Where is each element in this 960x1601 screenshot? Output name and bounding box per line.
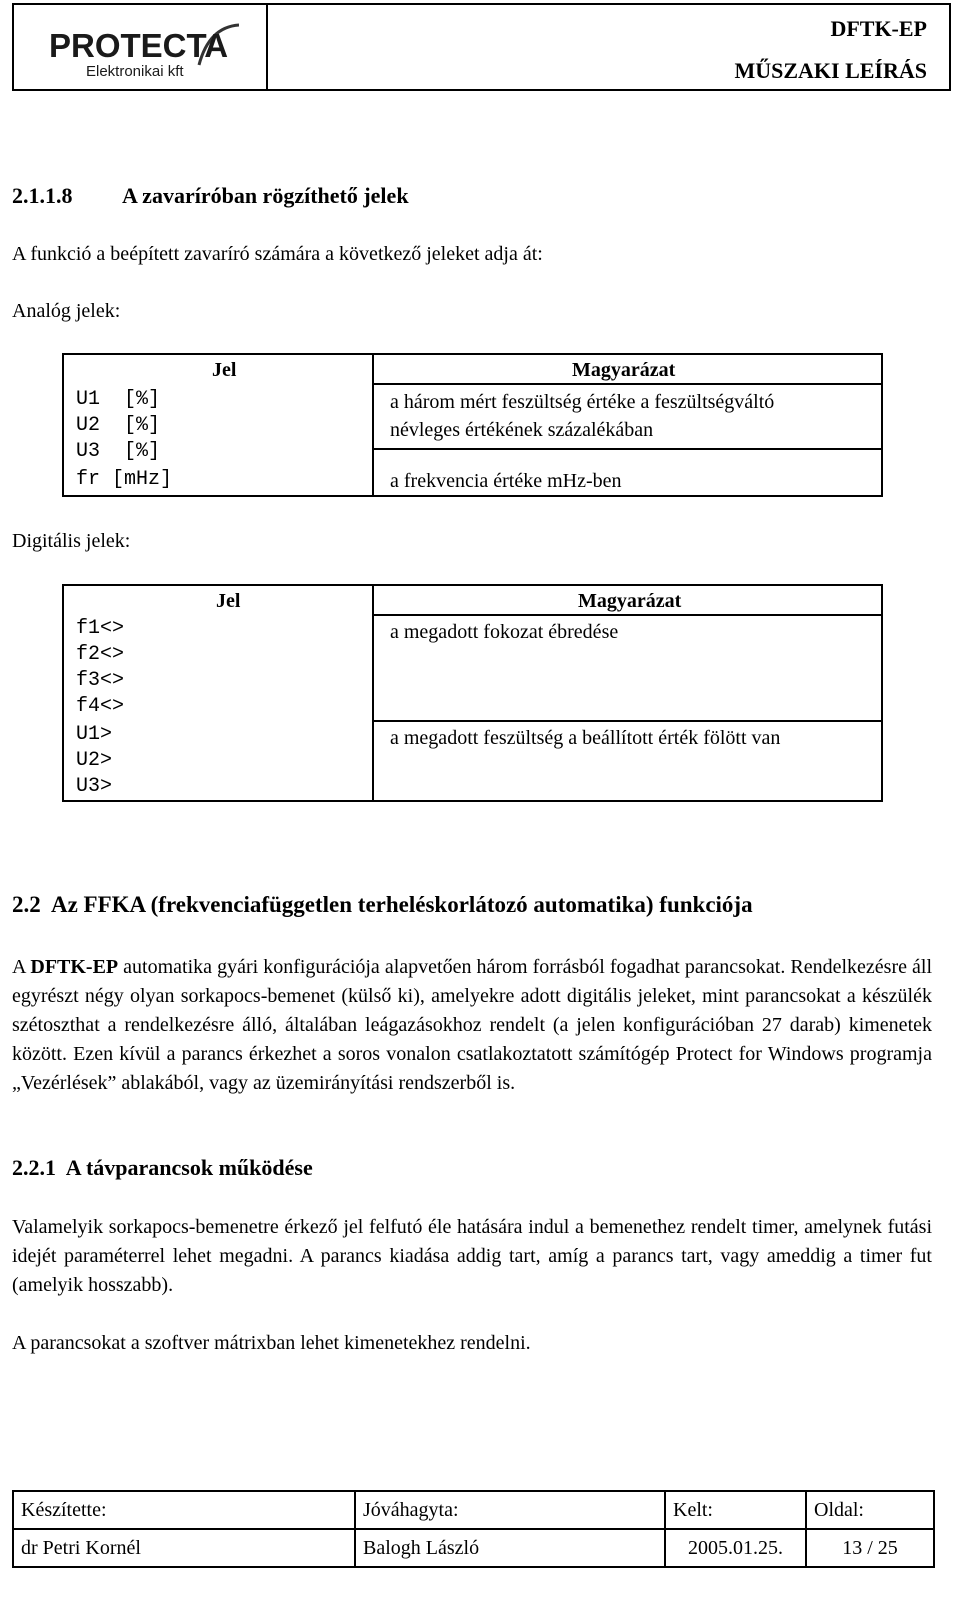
digital-signal-f3: f3<> <box>76 669 125 692</box>
digital-col-explain: Magyarázat <box>578 590 682 612</box>
para-body: automatika gyári konfigurációja alapvetően három forrásból fogadhat parancsokat. Rendelkezésre áll egyrészt négy olyan sorkapocs-bemenet (külső ki), amelyekre adott digitális jeleket, mint parancsokat a készülék szétoszthat a rendelkezésre álló, általában leágazásokhoz rendelt (a jelen konfigurációban 27 darab) kimenetek között. Ezen kívül a parancs érkezhet a soros vonalon csatlakoztatott számítógép Protect for Windows programja „Vezérlések” ablakából, vagy az üzemirányítási rendszerből is. <box>12 956 932 1094</box>
analog-signal-u3: U3 [%] <box>76 440 161 463</box>
analog-col-explain: Magyarázat <box>572 359 676 381</box>
analog-explain-voltage-line1: a három mért feszültség értéke a feszültségváltó <box>390 391 775 413</box>
footer-date-label: Kelt: <box>665 1491 806 1529</box>
section-22-heading: 2.2 Az FFKA (frekvenciafüggetlen terheléskorlátozó automatika) funkciója <box>12 892 753 917</box>
analog-signal-fr: fr [mHz] <box>76 468 173 491</box>
footer-prepared-label: Készítette: <box>13 1491 355 1529</box>
section-221-heading: 2.2.1 A távparancsok működése <box>12 1155 313 1180</box>
digital-row-divider <box>374 720 883 722</box>
doc-code: DFTK-EP <box>830 16 927 41</box>
product-name: DFTK-EP <box>30 956 119 978</box>
analog-signal-u1: U1 [%] <box>76 388 161 411</box>
footer-date: 2005.01.25. <box>665 1529 806 1567</box>
digital-signals-table <box>62 584 883 802</box>
footer-prepared-by: dr Petri Kornél <box>13 1529 355 1567</box>
footer-page-label: Oldal: <box>806 1491 934 1529</box>
analog-signal-u2: U2 [%] <box>76 414 161 437</box>
digital-col-signal: Jel <box>216 590 241 612</box>
analog-explain-frequency: a frekvencia értéke mHz-ben <box>390 470 622 492</box>
digital-signal-u2: U2> <box>76 749 113 772</box>
digital-label: Digitális jelek: <box>12 530 131 552</box>
digital-explain-stage: a megadott fokozat ébredése <box>390 621 619 643</box>
section-221-paragraph-1: Valamelyik sorkapocs-bemenetre érkező jel felfutó éle hatására indul a bemenethez rendelt timer, amelynek futási idejét paraméterrel lehet megadni. A parancs kiadása addig tart, amíg a parancs tart, vagy ameddig a timer fut (amelyik hosszabb). <box>12 1216 932 1296</box>
document-header <box>268 3 951 91</box>
analog-label: Analóg jelek: <box>12 300 121 322</box>
digital-signal-u3: U3> <box>76 775 113 798</box>
footer-approved-by: Balogh László <box>355 1529 665 1567</box>
analog-row-divider <box>374 448 883 450</box>
logo-sub-text: Elektronikai kft <box>86 63 184 80</box>
section-22-paragraph <box>12 953 932 1098</box>
digital-signal-f4: f4<> <box>76 695 125 718</box>
doc-type: MŰSZAKI LEÍRÁS <box>734 58 927 83</box>
digital-signal-f1: f1<> <box>76 617 125 640</box>
footer-approved-label: Jóváhagyta: <box>355 1491 665 1529</box>
section-2118-intro: A funkció a beépített zavaríró számára a következő jeleket adja át: <box>12 243 543 265</box>
logo-main-text: PROTECTA <box>49 27 229 64</box>
digital-signal-f2: f2<> <box>76 643 125 666</box>
digital-explain-voltage: a megadott feszültség a beállított érték fölött van <box>390 727 781 749</box>
analog-signals-table <box>62 353 883 497</box>
footer-table <box>12 1490 935 1568</box>
section-2118-title: A zavaríróban rögzíthető jelek <box>122 183 409 208</box>
footer-page-number: 13 / 25 <box>806 1529 934 1567</box>
digital-signal-u1: U1> <box>76 723 113 746</box>
analog-explain-voltage-line2: névleges értékének százalékában <box>390 419 654 441</box>
section-221-paragraph-2: A parancsokat a szoftver mátrixban lehet kimenetekhez rendelni. <box>12 1332 531 1354</box>
digital-explain-column <box>374 584 883 802</box>
analog-col-signal: Jel <box>212 359 237 381</box>
section-2118-number: 2.1.1.8 <box>12 183 73 208</box>
company-logo <box>12 3 268 91</box>
para-prefix: A <box>12 956 31 978</box>
